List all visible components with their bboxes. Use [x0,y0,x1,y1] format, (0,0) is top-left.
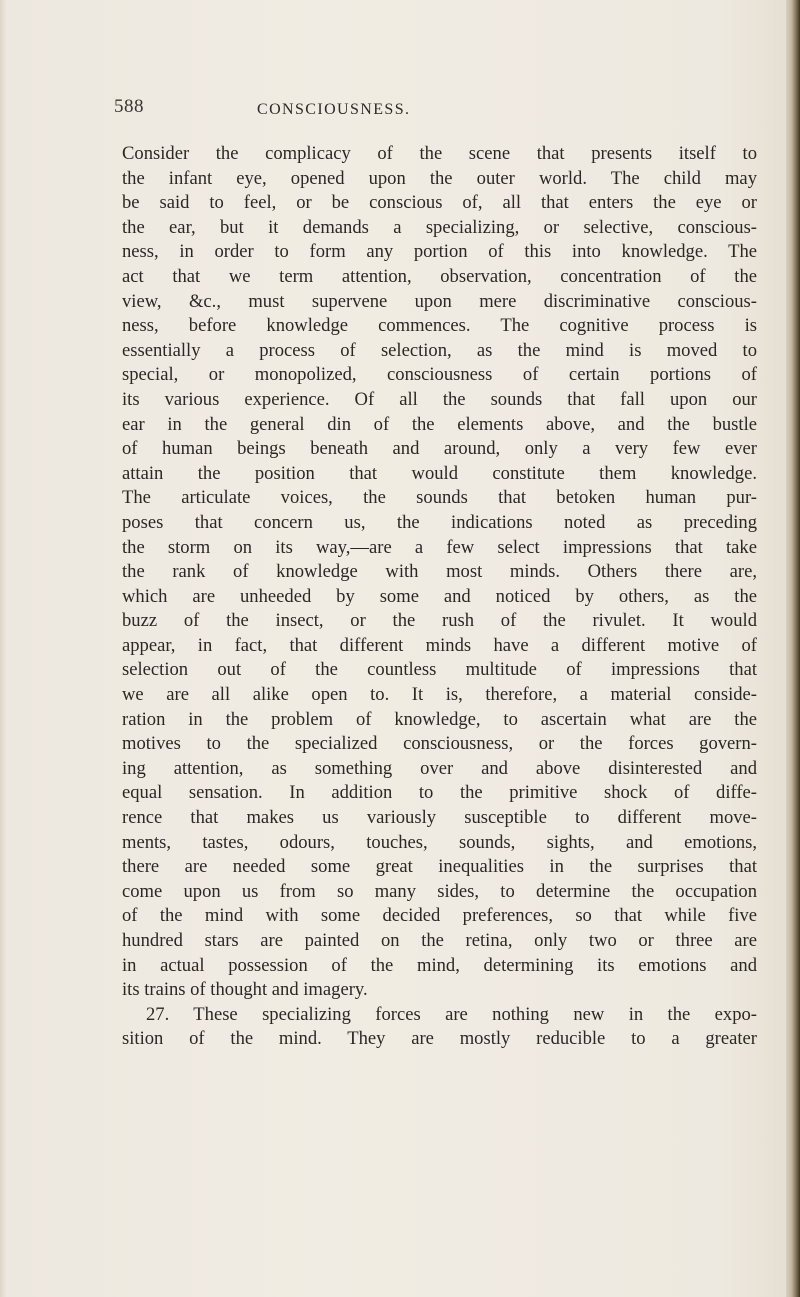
text-line: come upon us from so many sides, to determine the occupation [122,880,757,902]
text-line: in actual possession of the mind, determining its emotions and [122,954,757,976]
book-binding-edge [786,0,800,1297]
text-line: which are unheeded by some and noticed by others, as the [122,585,757,607]
text-line: hundred stars are painted on the retina, only two or three are [122,930,757,951]
text-line: be said to feel, or be conscious of, all that enters the eye or [122,192,757,214]
text-line: sition of the mind. They are mostly reducible to a greater [122,1028,757,1050]
text-line: we are all alike open to. It is, therefore, a material conside- [122,684,757,706]
text-line: the ear, but it demands a specializing, or selective, conscious- [122,216,757,238]
text-line: ing attention, as something over and above disinterested and [122,757,757,779]
text-line: rence that makes us variously susceptible to different move- [122,807,757,829]
paragraph-end-line: its trains of thought and imagery. [122,979,368,1001]
text-line: act that we term attention, observation, concentration of the [122,265,757,287]
text-line: its various experience. Of all the sounds that fall upon our [122,388,757,410]
text-line: the infant eye, opened upon the outer world. The child may [122,167,757,189]
text-line: ear in the general din of the elements above, and the bustle [122,413,757,435]
text-line: special, or monopolized, consciousness of certain portions of [122,364,757,386]
running-title: CONSCIOUSNESS. [257,101,411,118]
body-text [122,142,757,1052]
text-line: attain the position that would constitute them knowledge. [122,462,757,484]
text-line: The articulate voices, the sounds that betoken human pur- [122,487,757,509]
page-left-edge [0,0,6,1297]
text-line: selection out of the countless multitude of impressions that [122,659,757,681]
text-line: motives to the specialized consciousness, or the forces govern- [122,733,757,755]
text-line: appear, in fact, that different minds have a different motive of [122,634,757,656]
text-line: poses that concern us, the indications noted as preceding [122,511,757,533]
text-line: Consider the complicacy of the scene that presents itself to [122,143,757,164]
text-line: there are needed some great inequalities in the surprises that [122,856,757,878]
text-line: essentially a process of selection, as the mind is moved to [122,339,757,361]
text-line: ration in the problem of knowledge, to ascertain what are the [122,708,757,730]
page-number: 588 [114,96,144,117]
text-line: of human beings beneath and around, only a very few ever [122,438,757,460]
text-line: view, &c., must supervene upon mere discriminative conscious- [122,290,757,312]
text-line: ments, tastes, odours, touches, sounds, sights, and emotions, [122,831,757,853]
text-line: buzz of the insect, or the rush of the rivulet. It would [122,610,757,632]
text-line: the rank of knowledge with most minds. Others there are, [122,561,757,583]
text-line: equal sensation. In addition to the primitive shock of diffe- [122,782,757,804]
text-line: the storm on its way,—are a few select impressions that take [122,536,757,558]
text-line: ness, in order to form any portion of this into knowledge. The [122,241,757,263]
section-start-line: 27. These specializing forces are nothing new in the expo- [146,1003,757,1025]
page-header [0,96,800,130]
text-line: ness, before knowledge commences. The cognitive process is [122,315,757,337]
text-line: of the mind with some decided preferences, so that while five [122,905,757,927]
